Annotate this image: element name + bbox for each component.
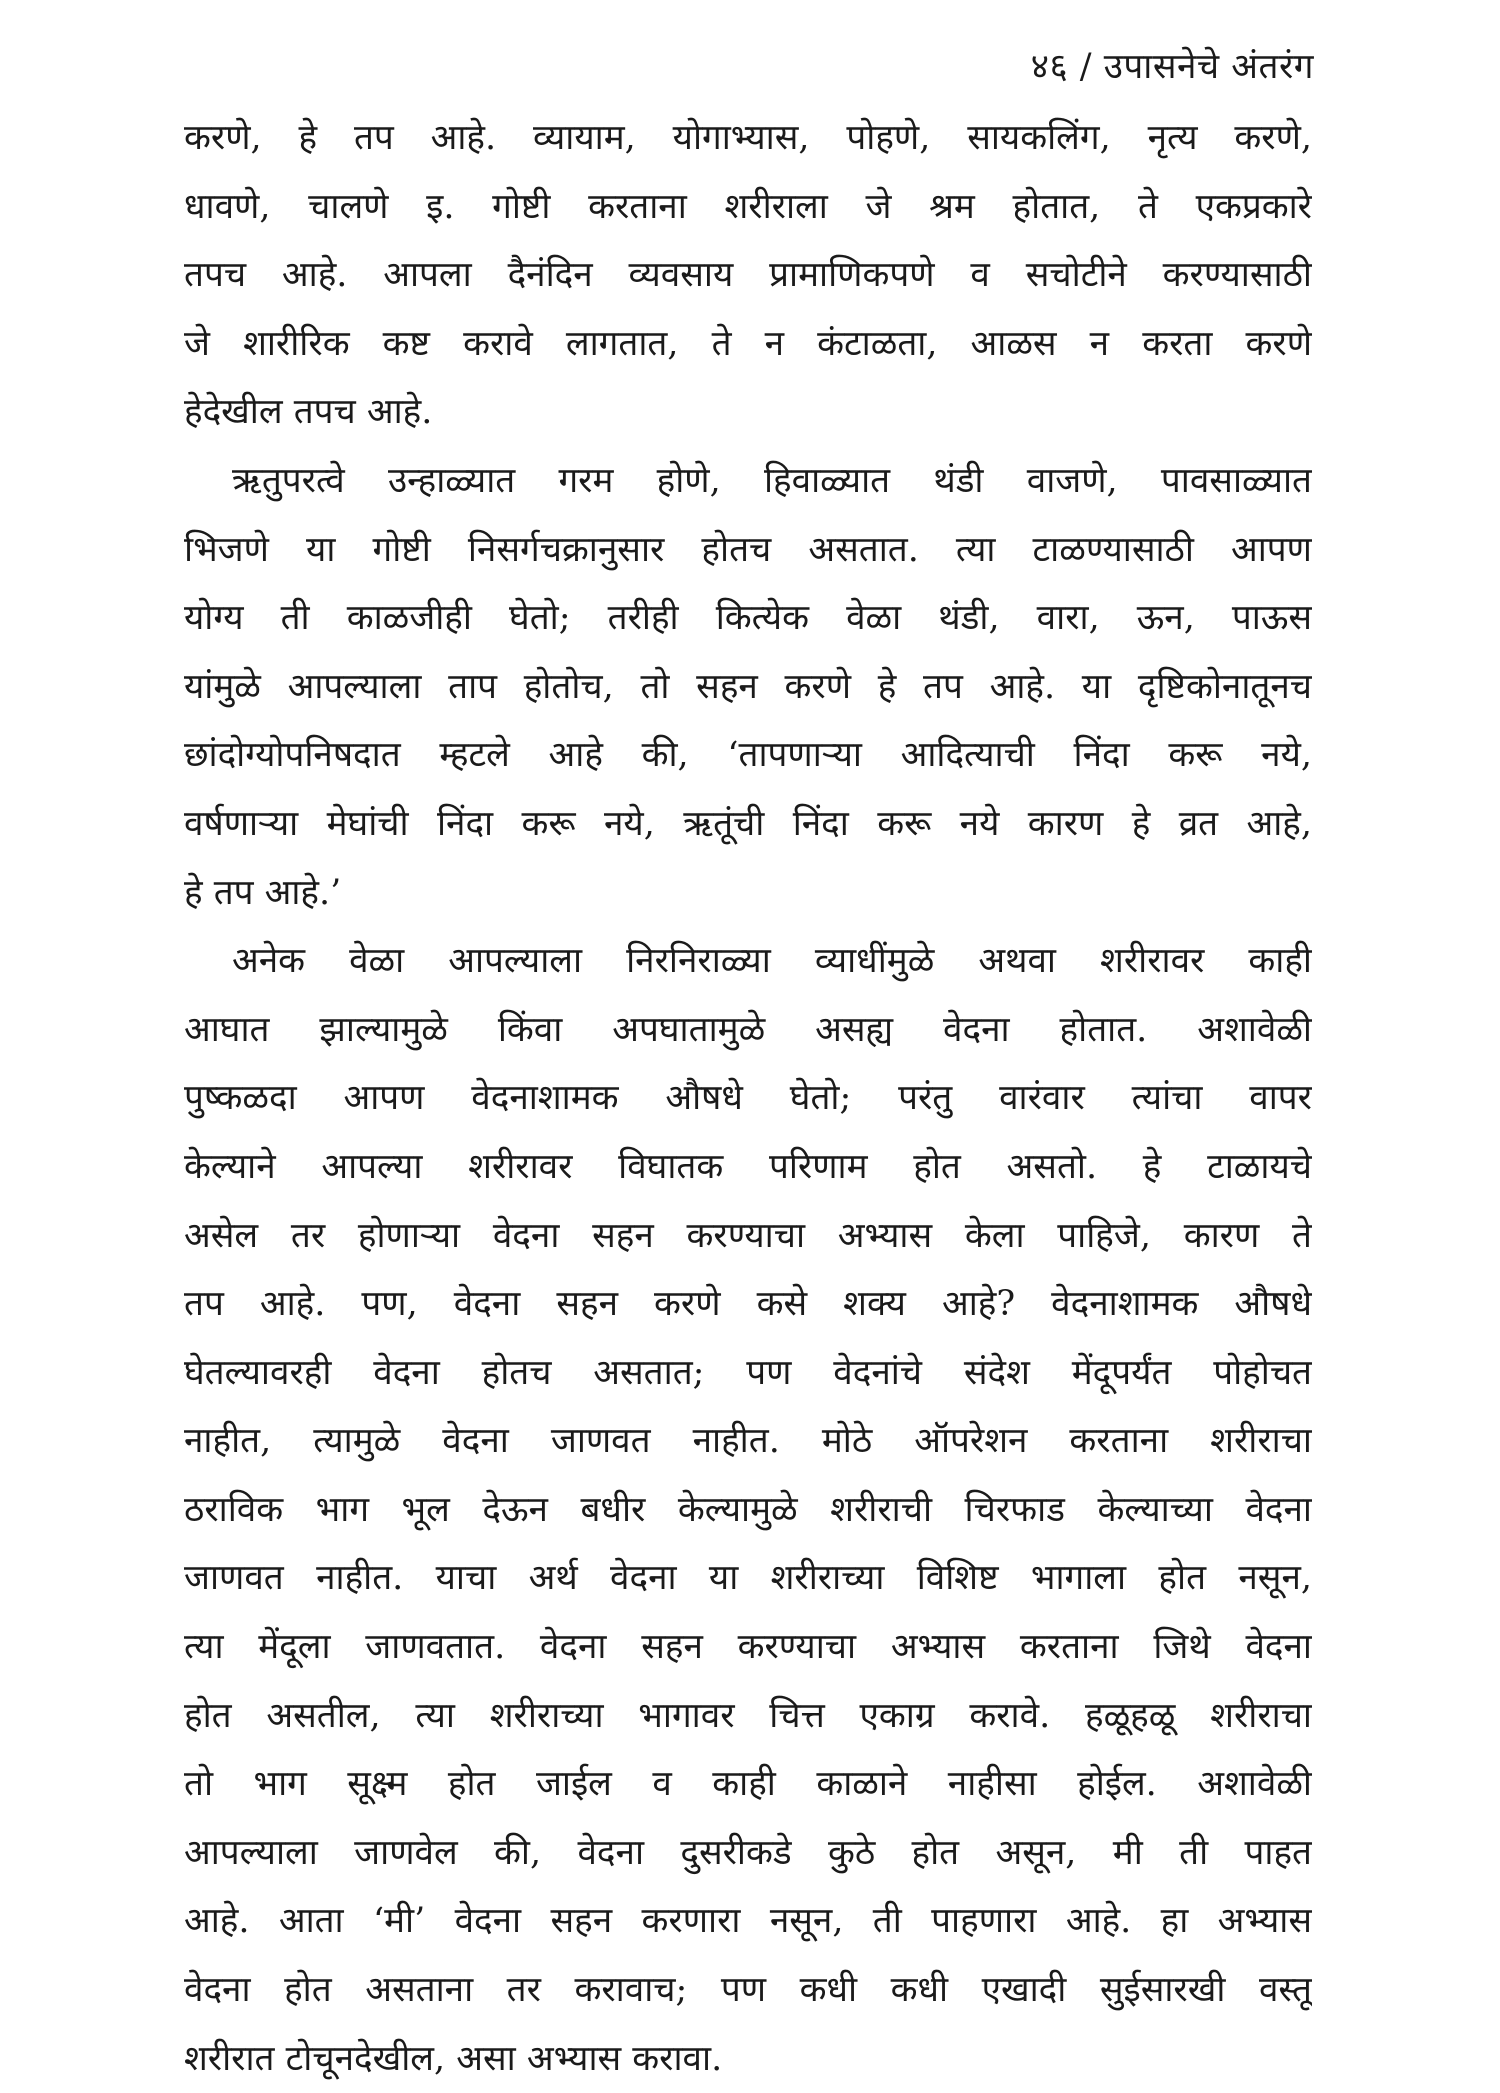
text-line: शरीरात टोचूनदेखील, असा अभ्यास करावा. (184, 2038, 723, 2079)
text-line: आघात झाल्यामुळे किंवा अपघातामुळे असह्य वेदना होतात. अशावेळी (184, 1009, 1312, 1050)
text-line: योग्य ती काळजीही घेतो; तरीही कित्येक वेळा थंडी, वारा, ऊन, पाऊस (184, 598, 1312, 639)
text-line: अनेक वेळा आपल्याला निरनिराळ्या व्याधींमुळे अथवा शरीरावर काही (232, 941, 1312, 982)
text-line: यांमुळे आपल्याला ताप होतोच, तो सहन करणे हे तप आहे. या दृष्टिकोनातूनच (184, 666, 1312, 707)
text-line: असेल तर होणाऱ्या वेदना सहन करण्याचा अभ्यास केला पाहिजे, कारण ते (184, 1215, 1312, 1256)
body-text (184, 104, 1312, 2093)
text-line: तपच आहे. आपला दैनंदिन व्यवसाय प्रामाणिकपणे व सचोटीने करण्यासाठी (184, 255, 1312, 296)
text-line: होत असतील, त्या शरीराच्या भागावर चित्त एकाग्र करावे. हळूहळू शरीराचा (184, 1695, 1312, 1736)
text-line: करणे, हे तप आहे. व्यायाम, योगाभ्यास, पोहणे, सायकलिंग, नृत्य करणे, (184, 118, 1312, 158)
text-line: त्या मेंदूला जाणवतात. वेदना सहन करण्याचा अभ्यास करताना जिथे वेदना (184, 1627, 1312, 1668)
text-line: केल्याने आपल्या शरीरावर विघातक परिणाम होत असतो. हे टाळायचे (184, 1146, 1312, 1187)
text-line: वर्षणाऱ्या मेघांची निंदा करू नये, ऋतूंची निंदा करू नये कारण हे व्रत आहे, (184, 803, 1312, 844)
text-line: धावणे, चालणे इ. गोष्टी करताना शरीराला जे श्रम होतात, ते एकप्रकारे (184, 186, 1312, 227)
text-line: घेतल्यावरही वेदना होतच असतात; पण वेदनांचे संदेश मेंदूपर्यंत पोहोचत (184, 1352, 1312, 1393)
text-line: हेदेखील तपच आहे. (184, 392, 433, 433)
text-line: जाणवत नाहीत. याचा अर्थ वेदना या शरीराच्या विशिष्ट भागाला होत नसून, (184, 1558, 1312, 1599)
text-line: ऋतुपरत्वे उन्हाळ्यात गरम होणे, हिवाळ्यात थंडी वाजणे, पावसाळ्यात (232, 460, 1312, 501)
text-line: भिजणे या गोष्टी निसर्गचक्रानुसार होतच असतात. त्या टाळण्यासाठी आपण (184, 529, 1312, 570)
text-line: पुष्कळदा आपण वेदनाशामक औषधे घेतो; परंतु वारंवार त्यांचा वापर (184, 1078, 1312, 1119)
text-line: तो भाग सूक्ष्म होत जाईल व काही काळाने नाहीसा होईल. अशावेळी (184, 1764, 1312, 1805)
text-line: जे शारीरिक कष्ट करावे लागतात, ते न कंटाळता, आळस न करता करणे (184, 323, 1312, 364)
text-line: छांदोग्योपनिषदात म्हटले आहे की, ‘तापणाऱ्या आदित्याची निंदा करू नये, (184, 735, 1312, 776)
text-line: हे तप आहे.’ (184, 872, 342, 913)
text-line: आहे. आता ‘मी’ वेदना सहन करणारा नसून, ती पाहणारा आहे. हा अभ्यास (184, 1901, 1312, 1942)
running-header: ४६ / उपासनेचे अंतरंग (1030, 47, 1314, 87)
text-line: आपल्याला जाणवेल की, वेदना दुसरीकडे कुठे होत असून, मी ती पाहत (184, 1832, 1312, 1873)
text-line: वेदना होत असताना तर करावाच; पण कधी कधी एखादी सुईसारखी वस्तू (184, 1970, 1312, 2011)
text-line: ठराविक भाग भूल देऊन बधीर केल्यामुळे शरीराची चिरफाड केल्याच्या वेदना (184, 1489, 1312, 1530)
text-line: नाहीत, त्यामुळे वेदना जाणवत नाहीत. मोठे ऑपरेशन करताना शरीराचा (184, 1421, 1312, 1462)
text-line: तप आहे. पण, वेदना सहन करणे कसे शक्य आहे? वेदनाशामक औषधे (184, 1284, 1312, 1325)
